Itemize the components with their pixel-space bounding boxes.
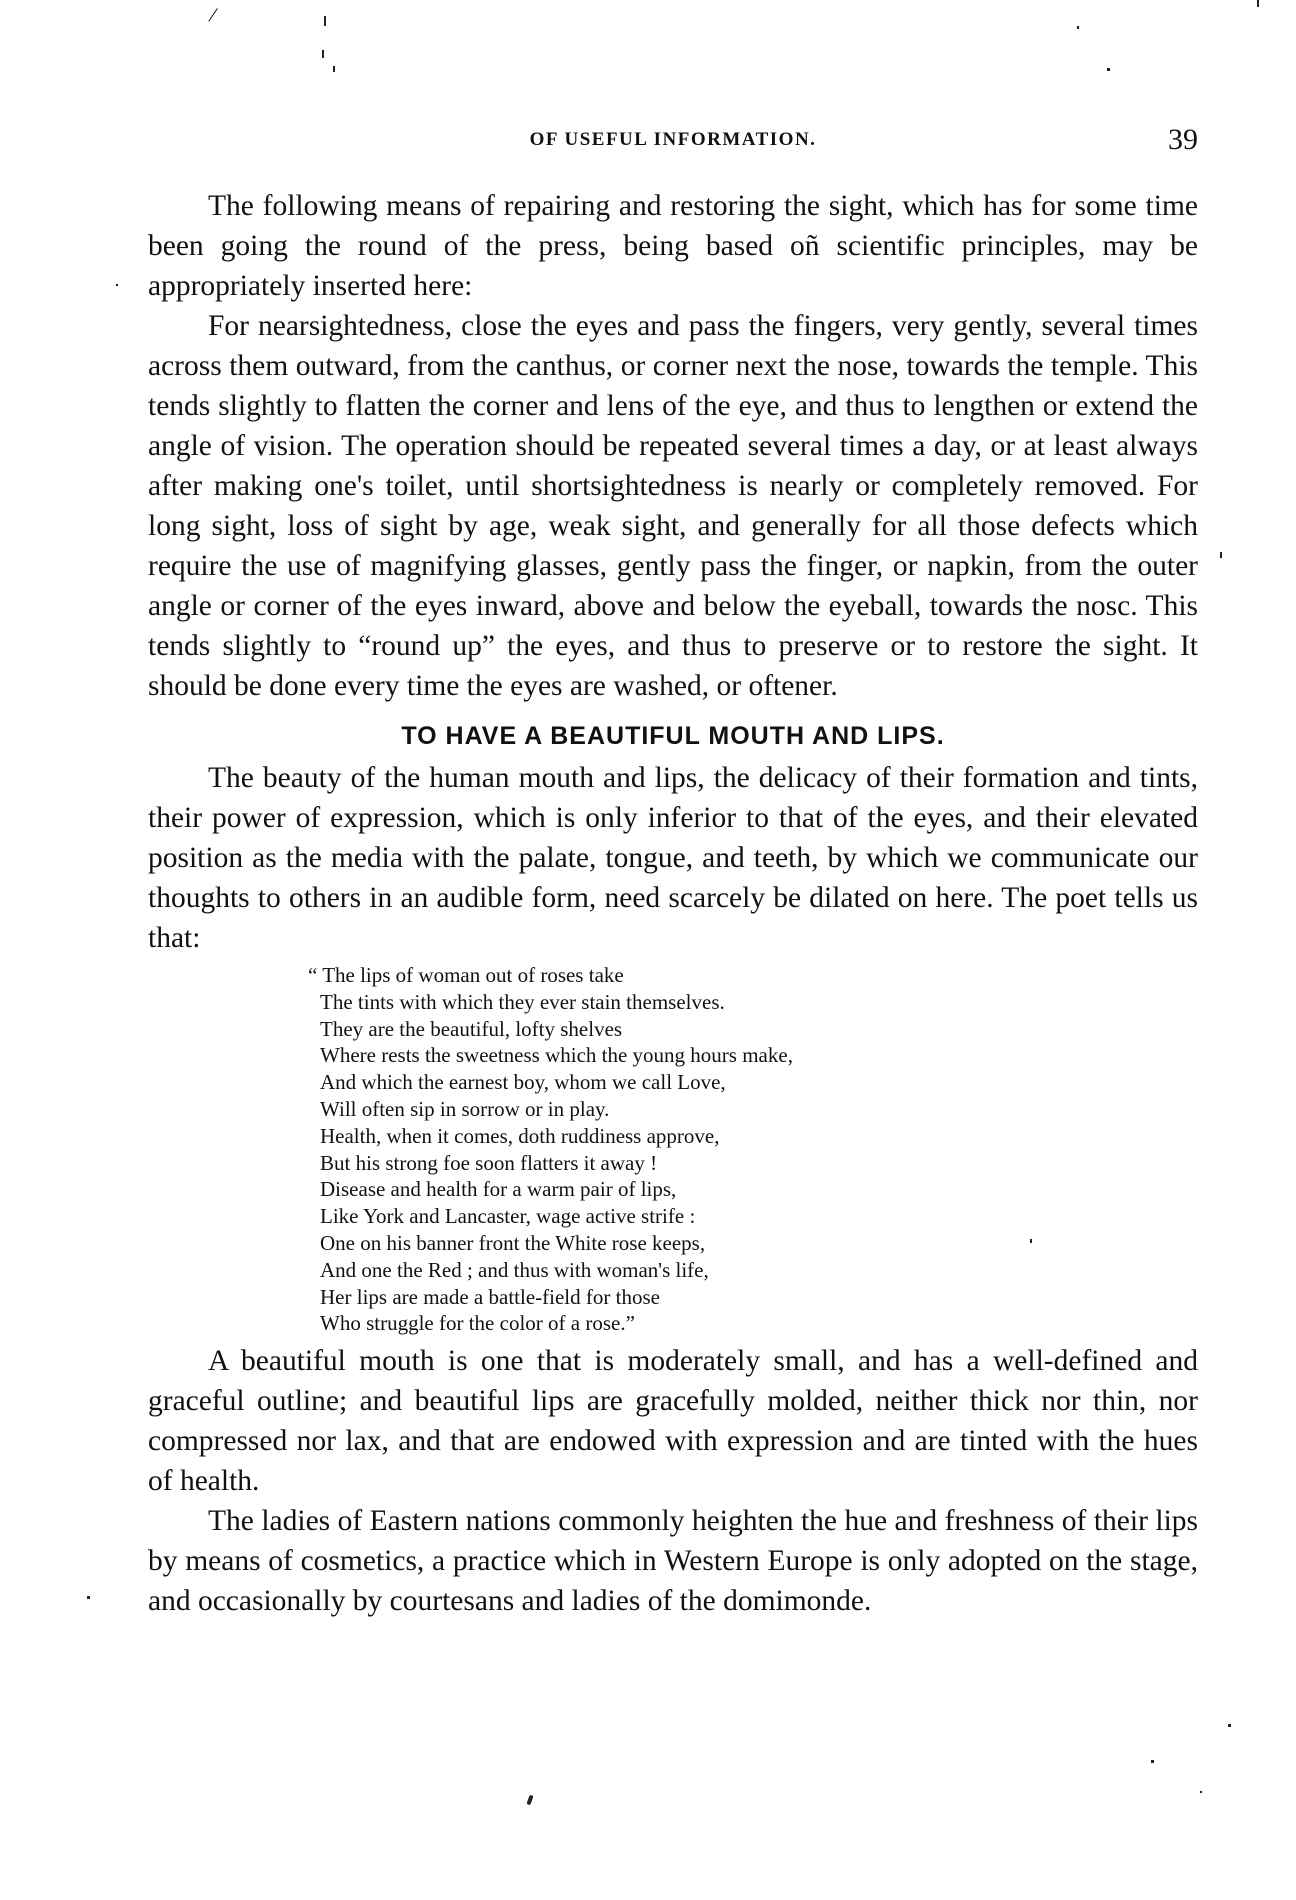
poem-line: Health, when it comes, doth ruddiness approve, <box>320 1123 720 1148</box>
poem-line: “ The lips of woman out of roses take <box>308 963 624 987</box>
poem-line: One on his banner front the White rose keeps, <box>320 1230 706 1255</box>
poem-line: They are the beautiful, lofty shelves <box>320 1016 623 1041</box>
scan-artifact-dot <box>1228 1724 1231 1727</box>
scan-artifact-dot <box>87 1596 90 1599</box>
scan-artifact-dot <box>324 16 326 26</box>
paragraph-mouth-lips-intro: The beauty of the human mouth and lips, the delicacy of their formation and tints, their power of expression, which is only inferior to that of the eyes, and their elevated position as the media with the palate, tongue, and teeth, by which we communicate our thoughts to others in an audible form, need scarcely be dilated on here. The poet tells us that: <box>148 762 1198 954</box>
section-heading: TO HAVE A BEAUTIFUL MOUTH AND LIPS. <box>401 722 945 750</box>
poem-line: Disease and health for a warm pair of lips, <box>320 1177 677 1202</box>
scan-artifact-dot <box>1257 0 1259 7</box>
poem-line: But his strong foe soon flatters it away ! <box>320 1150 658 1175</box>
poem-line: And one the Red ; and thus with woman's life, <box>320 1257 709 1282</box>
poem-line: Her lips are made a battle-field for those <box>320 1284 660 1309</box>
scan-artifact-dot <box>1220 552 1222 558</box>
scan-artifact-dot <box>526 1795 533 1806</box>
poem-line: Where rests the sweetness which the young hours make, <box>320 1043 793 1068</box>
scan-artifact-mark: / <box>206 1 220 28</box>
scan-artifact-dot <box>1151 1760 1154 1763</box>
poem-line: The tints with which they ever stain themselves. <box>320 989 725 1014</box>
poem-line: Who struggle for the color of a rose.” <box>320 1311 635 1336</box>
body-text <box>148 186 1198 1621</box>
page-number: 39 <box>1168 123 1198 156</box>
poem-line: Will often sip in sorrow or in play. <box>320 1096 610 1121</box>
scan-artifact-dot <box>1077 26 1079 29</box>
running-title: OF USEFUL INFORMATION. <box>529 129 817 150</box>
running-head <box>148 125 1198 155</box>
paragraph-eastern-cosmetics: The ladies of Eastern nations commonly heighten the hue and freshness of their lips by means of cosmetics, a practice which in Western Europe is only adopted on the stage, and occasionally by courtesans and ladies of the domimonde. <box>148 1505 1198 1618</box>
scan-artifact-dot <box>1200 1791 1202 1793</box>
poem-quote <box>308 962 1198 1337</box>
paragraph-sight-method: For nearsightedness, close the eyes and pass the fingers, very gently, several times across them outward, from the canthus, or corner next the nose, towards the temple. This tends slightly to flatten the corner and lens of the eye, and thus to lengthen or extend the angle of vision. The operation should be repeated several times a day, or at least always after making one's toilet, until shortsightedness is nearly or completely removed. For long sight, loss of sight by age, weak sight, and generally for all those defects which require the use of magnifying glasses, gently pass the finger, or napkin, from the outer angle or corner of the eyes inward, above and below the eyeball, towards the nosc. This tends slightly to “round up” the eyes, and thus to preserve or to restore the sight. It should be done every time the eyes are washed, or oftener. <box>148 310 1198 702</box>
scan-artifact-dot <box>333 66 335 72</box>
poem-line: Like York and Lancaster, wage active strife : <box>320 1204 696 1229</box>
paragraph-beautiful-mouth: A beautiful mouth is one that is moderately small, and has a well-defined and graceful outline; and beautiful lips are gracefully molded, neither thick nor thin, nor compressed nor lax, and that are endowed with expression and are tinted with the hues of health. <box>148 1345 1198 1498</box>
poem-line: And which the earnest boy, whom we call Love, <box>320 1070 726 1095</box>
scan-artifact-dot <box>1107 68 1110 71</box>
scan-artifact-dot <box>116 284 118 286</box>
scan-artifact-dot <box>322 50 324 58</box>
paragraph-sight-intro: The following means of repairing and restoring the sight, which has for some time been going the round of the press, being based oñ scientific principles, may be appropriately inserted here: <box>148 190 1198 302</box>
